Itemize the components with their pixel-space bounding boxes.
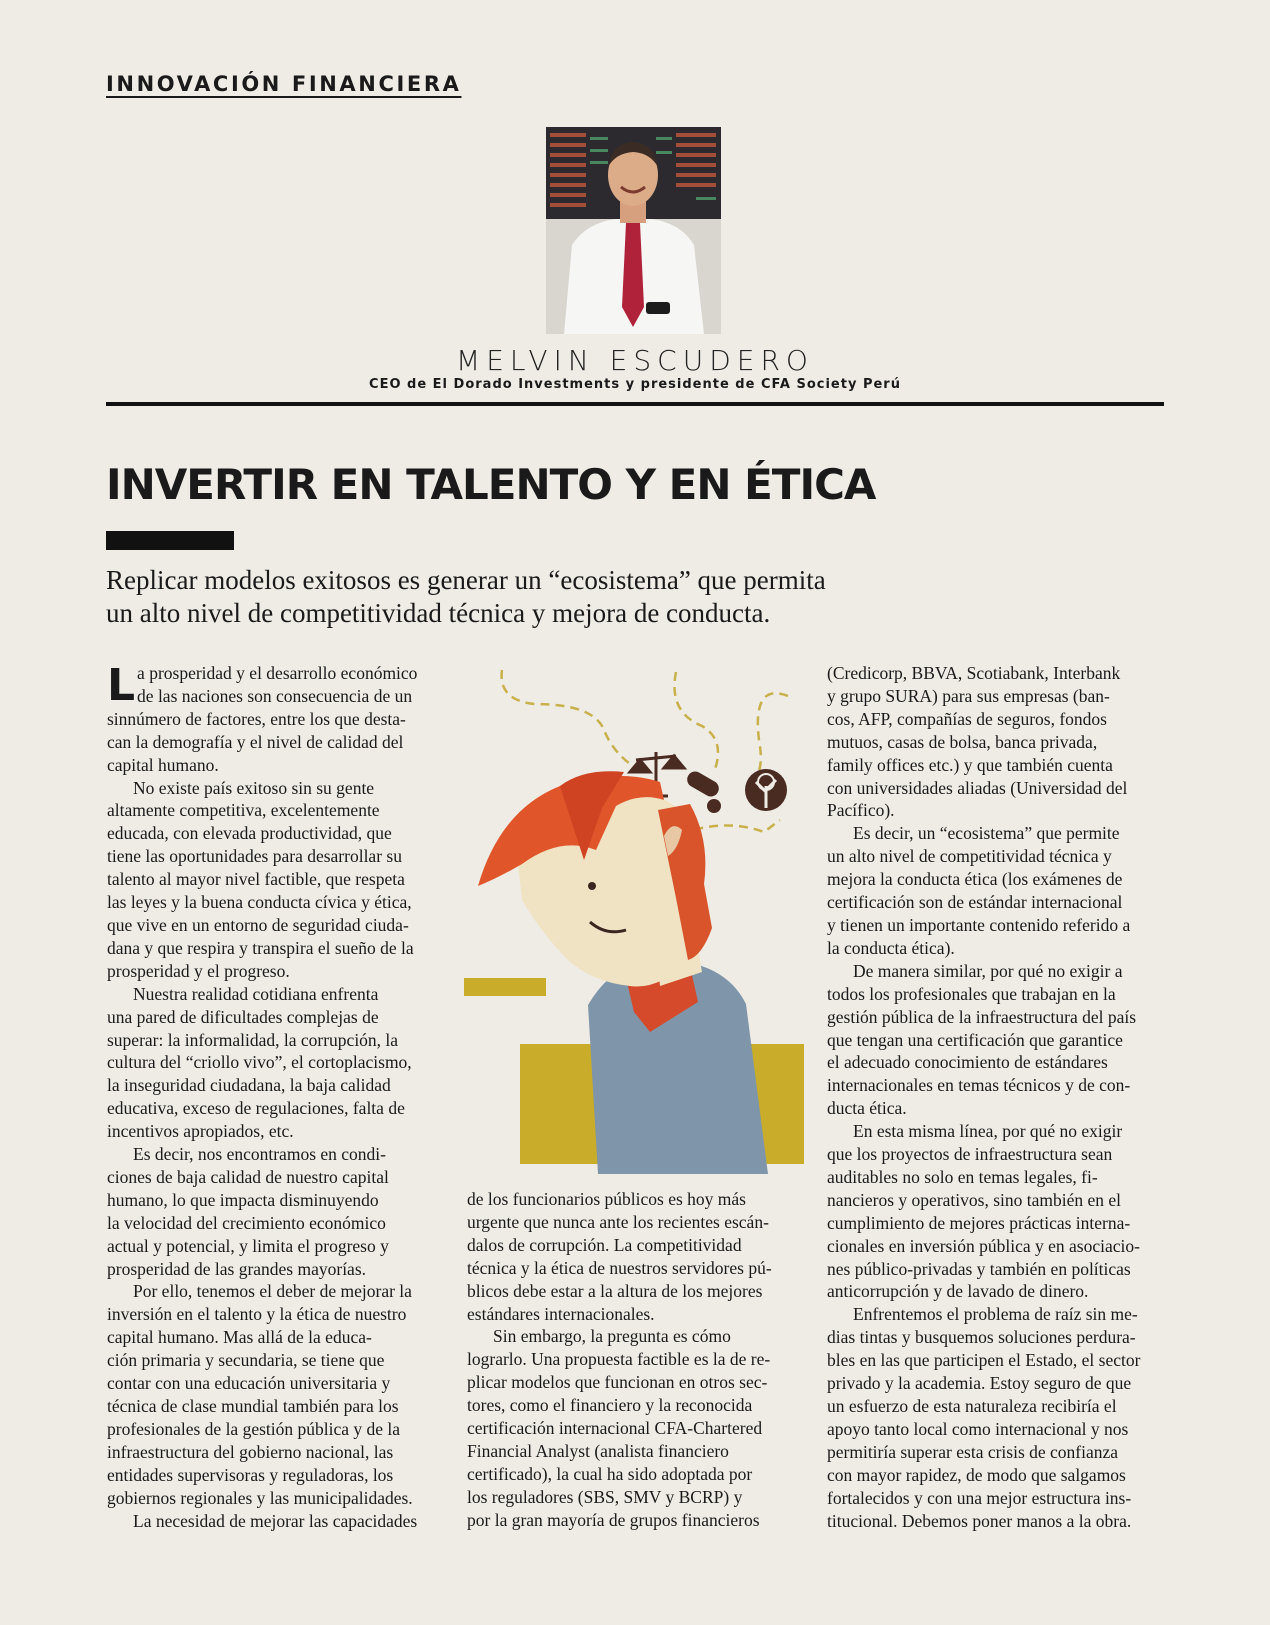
article-line: una pared de dificultades complejas de [107,1006,379,1027]
article-line: plicar modelos que funcionan en otros sec- [467,1372,768,1393]
article-line: apoyo tanto local como internacional y nos [827,1418,1129,1439]
article-line: las leyes y la buena conducta cívica y ética, [107,892,412,913]
article-line: certificación son de estándar internacional [827,892,1123,913]
tree-icon [745,769,787,811]
headline: INVERTIR EN TALENTO Y EN ÉTICA [106,460,876,509]
article-line: de los funcionarios públicos es hoy más [467,1189,746,1209]
article-line: Es decir, nos encontramos en condi- [133,1144,386,1165]
article-line: la conducta ética). [827,937,955,958]
article-line: titucional. Debemos poner manos a la obra. [827,1510,1132,1531]
article-line: cumplimiento de mejores prácticas interna- [827,1212,1131,1233]
article-line: técnica de clase mundial también para los [107,1396,399,1416]
article-line: entidades supervisoras y reguladoras, los [107,1464,394,1485]
article-line: y grupo SURA) para sus empresas (ban- [827,685,1110,706]
article-line: todos los profesionales que trabajan en la [827,983,1116,1004]
article-line: la inseguridad ciudadana, la baja calidad [107,1075,391,1096]
article-line: ciones de baja calidad de nuestro capital [107,1166,389,1187]
article-line: privado y la academia. Estoy seguro de que [827,1373,1132,1394]
article-line: Enfrentemos el problema de raíz sin me- [853,1304,1138,1325]
article-line: Por ello, tenemos el deber de mejorar la [133,1281,412,1302]
article-line: y tienen un importante contenido referido a [827,914,1131,935]
article-line: con universidades aliadas (Universidad del [827,777,1128,798]
article-column-3 [827,662,1163,1532]
article-line: No existe país exitoso sin su gente [133,777,375,798]
dek-line: Replicar modelos exitosos es generar un “ecosistema” que permita [106,565,826,595]
article-line: mejora la conducta ética (los exámenes de [827,869,1123,890]
article-line: que vive en un entorno de seguridad ciuda- [107,914,409,935]
dek-line: un alto nivel de competitividad técnica y mejora de conducta. [106,598,771,628]
article-line: humano, lo que impacta disminuyendo [107,1189,379,1210]
article-line: anticorrupción y de lavado de dinero. [827,1281,1089,1302]
article-line: mutuos, casas de bolsa, banca privada, [827,731,1098,752]
article-line: gobiernos regionales y las municipalidades. [107,1487,413,1508]
article-line: superar: la informalidad, la corrupción, la [107,1029,399,1050]
article-line: contar con una educación universitaria y [107,1373,391,1394]
article-line: permitiría superar esta crisis de confianza [827,1441,1119,1462]
article-line: talento al mayor nivel factible, que respeta [107,869,405,890]
article-line: prosperidad de las grandes mayorías. [107,1258,367,1279]
article-line: La necesidad de mejorar las capacidades [133,1510,418,1531]
headline-accent-bar [106,531,234,550]
article-line: ción primaria y secundaria, se tiene que [107,1350,385,1371]
article-line: urgente que nunca ante los recientes escán- [467,1211,769,1232]
drop-cap: L [107,660,136,711]
article-line: Pacífico). [827,800,895,821]
article-line: cultura del “criollo vivo”, el cortoplacismo, [107,1052,412,1073]
article-line: Financial Analyst (analista financiero [467,1440,729,1461]
article-line: técnica y la ética de nuestros servidores pú- [467,1257,772,1278]
article-line: la velocidad del crecimiento económico [107,1212,386,1233]
article-line: los reguladores (SBS, SMV y BCRP) y [467,1486,743,1507]
article-line: gestión pública de la infraestructura del país [827,1006,1137,1027]
author-photo [546,127,721,334]
illustration [464,660,804,1174]
article-line: sinnúmero de factores, entre los que desta- [107,708,406,729]
article-line: Sin embargo, la pregunta es cómo [493,1326,731,1347]
article-line: actual y potencial, y limita el progreso y [107,1235,389,1256]
article-line: nancieros y operativos, sino también en el [827,1189,1122,1210]
article-line: certificación internacional CFA-Chartered [467,1418,763,1439]
article-line: capital humano. Mas allá de la educa- [107,1327,372,1348]
article-line: educativa, exceso de regulaciones, falta de [107,1098,405,1119]
author-name: MELVIN ESCUDERO [456,344,814,377]
article-line: de las naciones son consecuencia de un [137,685,413,706]
article-line: ducta ética. [827,1098,907,1119]
article-line: certificado), la cual ha sido adoptada por [467,1463,753,1484]
article-line: el adecuado conocimiento de estándares [827,1052,1108,1073]
article-line: dalos de corrupción. La competitividad [467,1234,742,1255]
article-line: profesionales de la gestión pública y de la [107,1418,401,1439]
article-line: blicos debe estar a la altura de los mejores [467,1280,763,1301]
article-line: Nuestra realidad cotidiana enfrenta [133,983,379,1004]
article-line: prosperidad y el progreso. [107,960,290,981]
article-line: que los proyectos de infraestructura sean [827,1144,1113,1165]
article-line: En esta misma línea, por qué no exigir [853,1121,1123,1142]
article-line: educada, con elevada productividad, que [107,823,392,844]
article-line: De manera similar, por qué no exigir a [853,960,1123,981]
article-line: tiene las oportunidades para desarrollar su [107,846,402,867]
article-column-2 [467,1188,803,1532]
section-label: INNOVACIÓN FINANCIERA [106,72,462,96]
article-line: a prosperidad y el desarrollo económico [137,663,418,683]
article-column-1 [107,662,443,1532]
article-line: altamente competitiva, excelentemente [107,800,380,821]
article-line: nes público-privadas y también en políticas [827,1258,1131,1279]
article-line: incentivos apropiados, etc. [107,1121,294,1142]
article-line: dana y que respira y transpira el sueño de la [107,937,414,958]
divider-rule [106,402,1164,406]
article-line: cos, AFP, compañías de seguros, fondos [827,708,1107,729]
article-line: auditables no solo en temas legales, fi- [827,1166,1098,1187]
article-line: que tengan una certificación que garantice [827,1029,1123,1050]
article-line: fortalecidos y con una mejor estructura ins- [827,1487,1132,1508]
article-line: por la gran mayoría de grupos financieros [467,1509,760,1530]
article-line: bles en las que participen el Estado, el sector [827,1350,1141,1371]
article-line: cionales en inversión pública y en asociacio- [827,1235,1140,1256]
article-line: dias tintas y busquemos soluciones perdura- [827,1327,1136,1348]
article-line: family offices etc.) y que también cuenta [827,754,1113,775]
article-line: un esfuerzo de esta naturaleza recibiría el [827,1396,1117,1416]
dek [106,564,926,630]
article-line: can la demografía y el nivel de calidad del [107,731,404,752]
article-line: lograrlo. Una propuesta factible es la de re- [467,1349,771,1370]
article-line: estándares internacionales. [467,1303,655,1324]
article-line: capital humano. [107,754,219,775]
article-line: inversión en el talento y la ética de nuestro [107,1304,407,1325]
article-line: internacionales en temas técnicos y de con- [827,1075,1131,1096]
article-line: Es decir, un “ecosistema” que permite [853,823,1120,844]
article-line: tores, como el financiero y la reconocida [467,1395,753,1416]
article-line: con mayor rapidez, de modo que salgamos [827,1464,1126,1485]
article-line: un alto nivel de competitividad técnica y [827,846,1112,867]
article-line: (Credicorp, BBVA, Scotiabank, Interbank [827,663,1121,683]
article-line: infraestructura del gobierno nacional, las [107,1441,394,1462]
author-role: CEO de El Dorado Investments y presidente de CFA Society Perú [369,377,901,392]
